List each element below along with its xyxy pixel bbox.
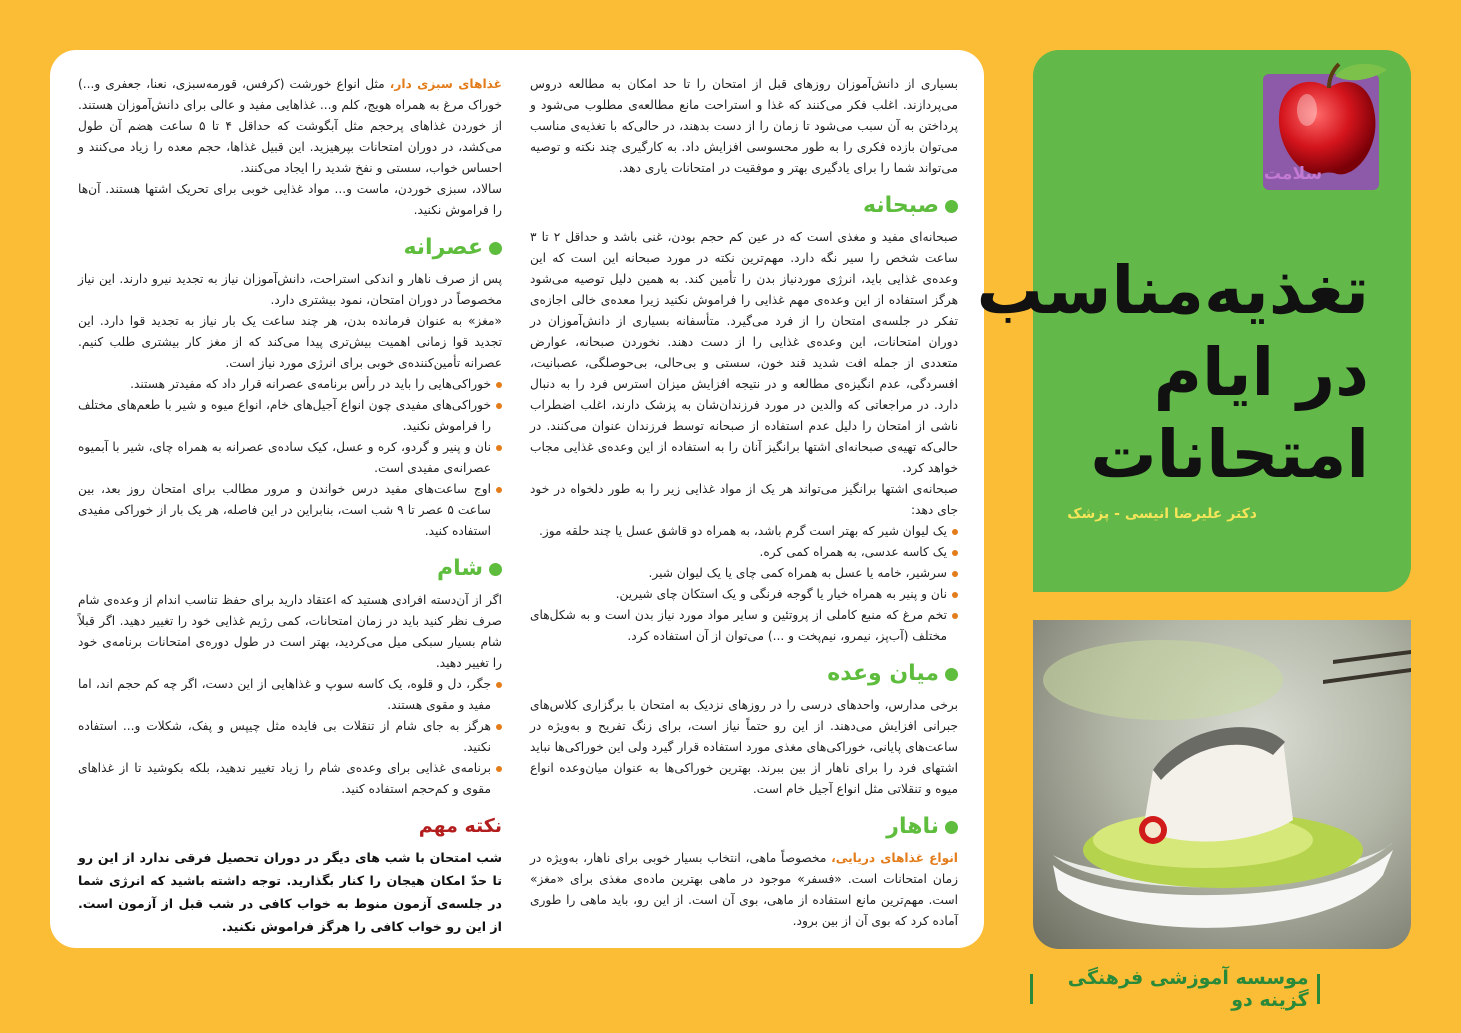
important-note-title: نکته مهم <box>418 815 502 837</box>
afternoon-paragraph: پس از صرف ناهار و اندکی استراحت، دانش‌آموزان نیاز به تجدید نیرو دارند. این نیاز مخصوصاً در دوران امتحان، نمود بیشتری دارد. <box>78 272 502 307</box>
dinner-list <box>78 674 502 800</box>
fish-dish-photo <box>1033 620 1411 949</box>
page-title <box>976 250 1369 496</box>
title-line: در ایام <box>1153 334 1369 411</box>
title-line: تغذیه‌مناسب <box>976 252 1369 329</box>
veg-highlight: غذاهای سبزی دار، <box>389 77 502 91</box>
green-bullet-icon <box>945 668 958 681</box>
afternoon-paragraph-2: «مغز» به عنوان فرمانده بدن، هر چند ساعت یک بار نیاز به تجدید قوا دارد. این تجدید قوا زمانی اهمیت بیش‌تری پیدا می‌کند که از مغز کار بیشتری طلب کنیم. عصرانه تأمین‌کننده‌ی خوبی برای انرژی مورد نیاز است. <box>78 314 502 370</box>
section-heading-lunch: ناهار <box>530 812 958 842</box>
list-item: جگر، دل و قلوه، یک کاسه سوپ و غذاهایی از این دست، اگر چه کم حجم اند، اما مفید و مقوی هستند. <box>78 674 502 716</box>
afternoon-list <box>78 374 502 542</box>
important-note-text: شب امتحان با شب های دیگر در دوران تحصیل فرقی ندارد از این رو تا حدّ امکان هیجان را کنار بگذارید. توجه داشته باشید که انرژی شما در جلسه‌ی آزمون منوط به خواب کافی در شب قبل از آزمون است. از این رو خواب کافی را هرگز فراموش نکنید. <box>78 850 502 934</box>
green-bullet-icon <box>945 821 958 834</box>
section-heading-afternoon: عصرانه <box>78 233 502 263</box>
list-item: نان و پنیر به همراه خیار یا گوجه فرنگی و یک استکان چای شیرین. <box>530 584 958 605</box>
lunch-paragraph: انواع غذاهای دریایی، مخصوصاً ماهی، انتخاب بسیار خوبی برای ناهار، به‌ویژه در زمان امتحانات است. «فسفر» موجود در ماهی بهترین ماده‌ی مغذی برای «مغز» است. مهم‌ترین مانع استفاده از ماهی، بوی آن است. از این رو، باید ماهی را طوری آماده کرد که بوی آن از بین برود. <box>530 851 958 928</box>
content-panel <box>50 50 984 948</box>
green-bullet-icon <box>489 563 502 576</box>
list-item: خوراکی‌هایی را باید در رأس برنامه‌ی عصرانه قرار داد که مفیدتر هستند. <box>78 374 502 395</box>
list-item: اوج ساعت‌های مفید درس خواندن و مرور مطالب برای امتحان روز بعد، بین ساعت ۵ عصر تا ۹ شب است، بنابراین در این فاصله، هر یک بار از خوراکی مفیدی استفاده کنید. <box>78 479 502 542</box>
right-column <box>530 74 958 932</box>
section-heading-breakfast: صبحانه <box>530 191 958 221</box>
title-box <box>976 50 1411 592</box>
list-item: سرشیر، خامه یا عسل به همراه کمی چای یا یک لیوان شیر. <box>530 563 958 584</box>
green-bullet-icon <box>945 200 958 213</box>
footer-brand <box>1030 967 1320 1011</box>
list-item: تخم مرغ که منبع کاملی از پروتئین و سایر مواد مورد نیاز بدن است و به شکل‌های مختلف (آب‌پز، نیمرو، نیم‌پخت و ...) می‌توان از آن استفاده کرد. <box>530 605 958 647</box>
intro-paragraph: بسیاری از دانش‌آموزان روزهای قبل از امتحان را تا حد امکان به مطالعه دروس می‌پردازند. اغلب فکر می‌کنند که غذا و استراحت مانع مطالعه‌ی مطلوب می‌شود و پرداختن به آن سبب می‌شود تا زمان را از دست بدهند، در حالی‌که با تغذیه‌ی مناسب می‌توان بازده فکری را به طور محسوسی افزایش داد. به کارگیری چند نکته و توصیه می‌تواند شما را برای یادگیری بهتر و موفقیت در امتحانات یاری دهد. <box>530 77 958 175</box>
fish-dish-image <box>1033 620 1411 949</box>
breakfast-list <box>530 521 958 647</box>
snack-paragraph: برخی مدارس، واحدهای درسی را در روزهای نزدیک به امتحان با برگزاری کلاس‌های جبرانی افزایش می‌دهند. از این رو حتماً نیاز است، برای زنگ تفریح و به‌ویژه در ساعت‌های پایانی، خوراکی‌های مغذی مورد استفاده قرار گیرد ولی این خوراکی‌ها نباید اشتهای فرد را برای ناهار از بین ببرند. بهترین خوراکی‌ها به عنوان میان‌وعده انواع میوه و تنقلاتی مثل انواع آجیل خام است. <box>530 698 958 796</box>
author-byline: دکتر علیرضا انیسی - پزشک <box>1067 506 1257 522</box>
breakfast-paragraph: صبحانه‌ای مفید و مغذی است که در عین کم حجم بودن، غنی باشد و حداقل ۲ تا ۳ ساعت شخص را سیر نگه دارد. مهم‌ترین نکته در مورد صبحانه این است که این وعده‌ی غذایی باید، انرژی موردنیاز بدن را تأمین کند. به همین دلیل توصیه می‌شود هرگز استفاده از این وعده‌ی مهم غذایی را فراموش نکنید زیرا معده‌ی خالی اجازه‌ی تفکر در جلسه‌ی امتحان را از فرد می‌گیرد. متأسفانه بسیاری از دانش‌آموزان در دوران امتحانات، این وعده‌ی غذایی را از دست دهند. نخوردن صبحانه، عوارض متعددی از جمله افت شدید قند خون، سستی و بی‌حالی، بی‌حوصلگی، عصبانیت، افسردگی، عدم انگیزه‌ی مطالعه و در نتیجه افزایش میزان استرس فرد را به دنبال دارد. در مراجعاتی که والدین در مورد فرزندان‌شان به پزشک دارند، اغلب اضطراب ناشی از امتحان را دلیل عدم استفاده از صبحانه توسط فرزندان عنوان می‌کنند. در حالی‌که تهیه‌ی صبحانه‌ای اشتها برانگیز آنان را به استفاده از این وعده‌ی غذایی مجاب خواهد کرد. <box>530 230 958 475</box>
logo-text: سلامت <box>1263 164 1323 184</box>
footer-bar-icon <box>1317 974 1320 1004</box>
list-item: برنامه‌ی غذایی برای وعده‌ی شام را زیاد تغییر ندهید، بلکه بکوشید تا از غذاهای مقوی و کم‌حجم استفاده کنید. <box>78 758 502 800</box>
green-bullet-icon <box>489 242 502 255</box>
lunch-highlight: انواع غذاهای دریایی، <box>831 851 958 865</box>
list-item: هرگز به جای شام از تنقلات بی فایده مثل چیپس و پفک، شکلات و... استفاده نکنید. <box>78 716 502 758</box>
veg-paragraph: غذاهای سبزی دار، مثل انواع خورشت (کرفس، قورمه‌سبزی، نعنا، جعفری و...) خوراک مرغ به همراه هویج، کلم و... غذاهایی مفید و عالی برای دانش‌آموزان هستند. از خوردن غذاهای پرحجم مثل آبگوشت که حداقل ۴ تا ۵ ساعت هضم آن طول می‌کشد، در دوران امتحانات بپرهیزید. این قبیل غذاها، حجم معده را زیاد می‌کنند و احساس خواب، سستی و نفخ شدید را ایجاد می‌کنند. <box>78 77 502 175</box>
footer-bar-icon <box>1030 974 1033 1004</box>
breakfast-paragraph-2: صبحانه‌ی اشتها برانگیز می‌تواند هر یک از مواد غذایی زیر را به طور دلخواه در خود جای دهد: <box>530 482 958 517</box>
section-heading-dinner: شام <box>78 554 502 584</box>
veg-paragraph-2: سالاد، سبزی خوردن، ماست و... مواد غذایی خوبی برای تحریک اشتها هستند. آن‌ها را فراموش نکنید. <box>78 182 502 217</box>
dinner-paragraph: اگر از آن‌دسته افرادی هستید که اعتقاد دارید برای حفظ تناسب اندام از وعده‌ی شام صرف نظر کنید باید در زمان امتحانات، کمی رژیم غذایی خود را تغییر دهید. اگر قبلاً شام بسیار سبکی میل می‌کردید، بهتر است در طول دوره‌ی امتحانات برنامه‌ی خود را تغییر دهید. <box>78 593 502 670</box>
list-item: یک لیوان شیر که بهتر است گرم باشد، به همراه دو قاشق عسل یا چند حلقه موز. <box>530 521 958 542</box>
list-item: نان و پنیر و گردو، کره و عسل، کیک ساده‌ی عصرانه به همراه چای، شیر با آبمیوه عصرانه‌ی مفیدی است. <box>78 437 502 479</box>
title-line: امتحانات <box>1090 416 1369 493</box>
list-item: خوراکی‌های مفیدی چون انواع آجیل‌های خام، انواع میوه و شیر با طعم‌های مختلف را فراموش نکنید. <box>78 395 502 437</box>
section-heading-snack: میان وعده <box>530 659 958 689</box>
left-column <box>78 74 502 938</box>
health-logo <box>1263 74 1379 190</box>
list-item: یک کاسه عدسی، به همراه کمی کره. <box>530 542 958 563</box>
footer-text: موسسه آموزشی فرهنگی گزینه دو <box>1067 967 1309 1011</box>
